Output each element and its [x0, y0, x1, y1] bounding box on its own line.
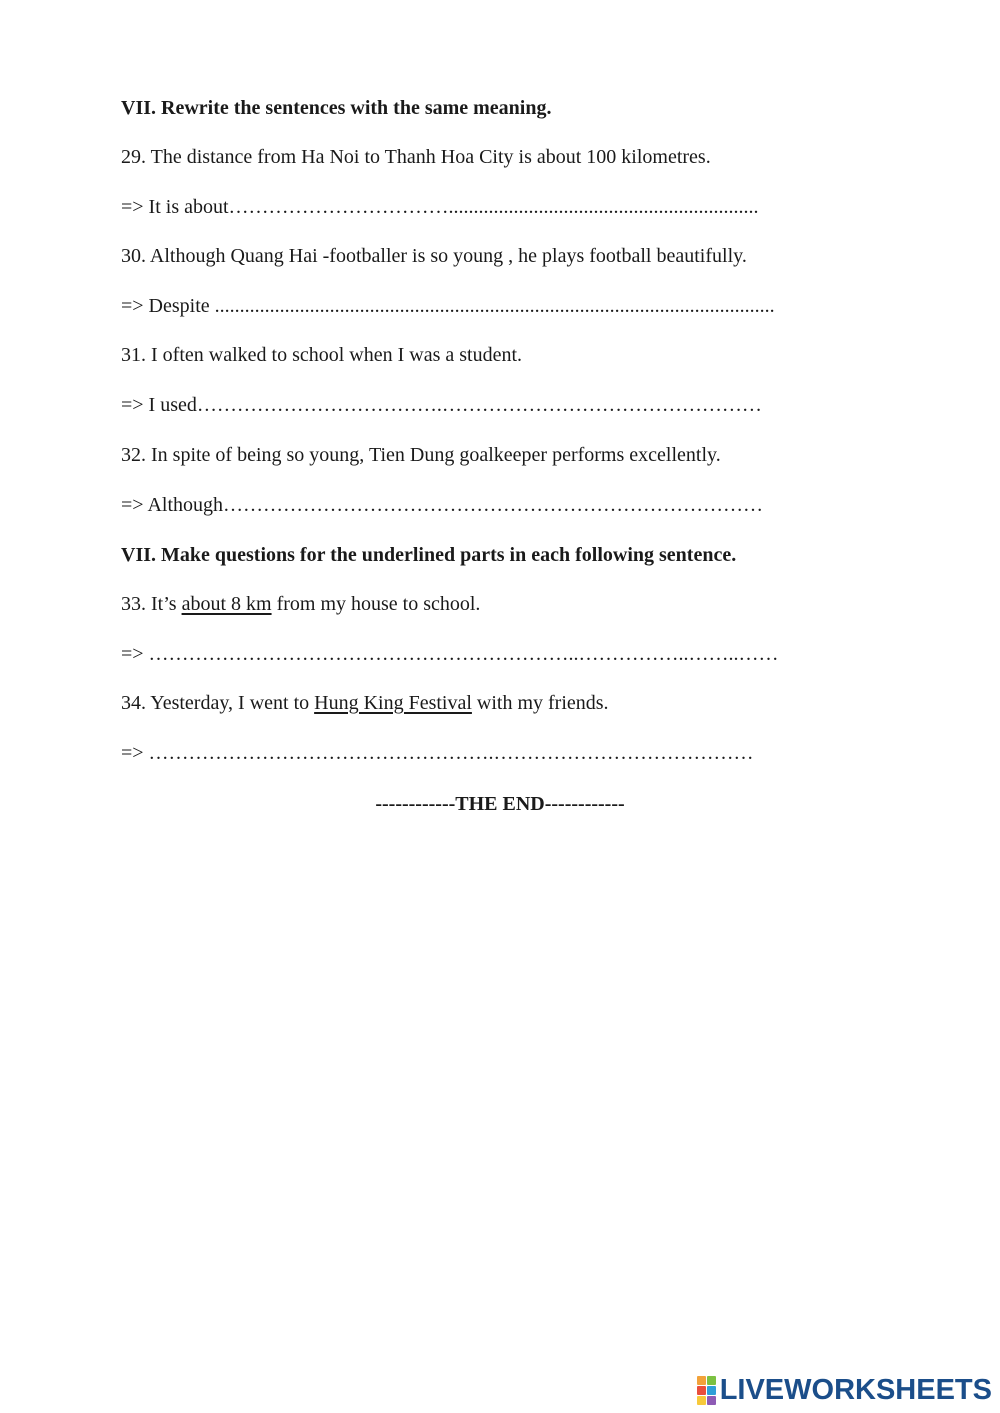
answer-line-29[interactable]: => It is about……………………………..............................................................	[121, 196, 759, 218]
section-questions-heading: VII. Make questions for the underlined parts in each following sentence.	[121, 544, 737, 566]
liveworksheets-logo-icon	[697, 1376, 716, 1405]
question-33	[121, 591, 480, 617]
logo-tile	[697, 1376, 706, 1385]
question-31: 31. I often walked to school when I was a student.	[121, 344, 523, 366]
question-33-before: 33. It’s	[121, 593, 182, 615]
question-29: 29. The distance from Ha Noi to Thanh Hoa City is about 100 kilometres.	[121, 146, 711, 168]
question-34	[121, 690, 609, 716]
section-rewrite-heading: VII. Rewrite the sentences with the same meaning.	[121, 97, 552, 119]
question-30: 30. Although Quang Hai -footballer is so young , he plays football beautifully.	[121, 245, 747, 267]
liveworksheets-logo[interactable]	[697, 1374, 992, 1407]
question-34-underlined: Hung King Festival	[314, 692, 472, 714]
answer-line-30[interactable]: => Despite ................................................................................................................	[121, 295, 775, 317]
answer-line-33[interactable]: => ………………………………………………………..……………..……..……	[121, 643, 779, 665]
logo-text: LIVEWORKSHEETS	[719, 1374, 992, 1406]
answer-line-32[interactable]: => Although………………………………………………………………………	[121, 494, 764, 516]
answer-line-34[interactable]: => …………………………………………….…………………………………	[121, 742, 754, 764]
question-34-after: with my friends.	[471, 692, 609, 714]
question-32: 32. In spite of being so young, Tien Dung goalkeeper performs excellently.	[121, 444, 721, 466]
logo-tile	[707, 1396, 716, 1405]
logo-tile	[707, 1386, 716, 1395]
logo-tile	[697, 1396, 706, 1405]
the-end-footer: ------------THE END------------	[375, 793, 625, 815]
question-33-underlined: about 8 km	[181, 593, 272, 615]
logo-tile	[707, 1376, 716, 1385]
logo-tile	[697, 1386, 706, 1395]
question-34-before: 34. Yesterday, I went to	[121, 692, 315, 714]
answer-line-31[interactable]: => I used……………………………….…………………………………………	[121, 394, 762, 416]
question-33-after: from my house to school.	[271, 593, 481, 615]
